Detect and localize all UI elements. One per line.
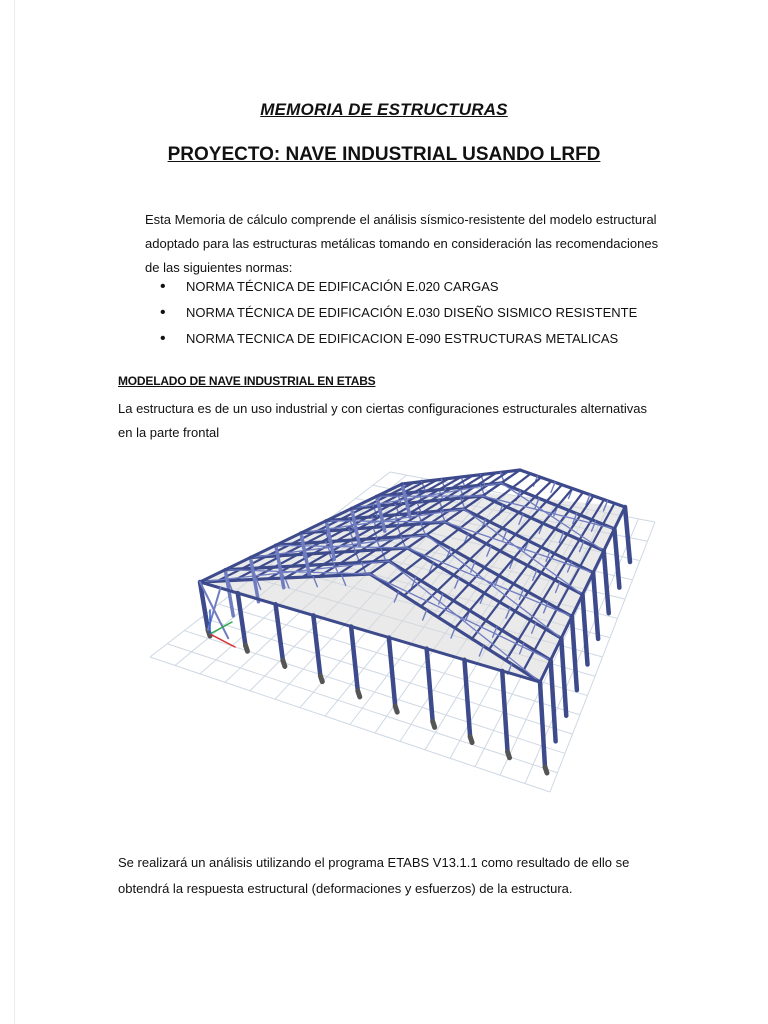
column-base	[358, 691, 360, 697]
column	[614, 529, 619, 588]
column	[276, 604, 283, 660]
column	[572, 616, 577, 690]
grid-line	[150, 657, 550, 792]
column	[502, 671, 507, 752]
column-base	[470, 737, 472, 743]
column	[464, 660, 470, 737]
column-base	[433, 721, 435, 727]
norm-item: • NORMA TECNICA DE EDIFICACION E-090 ESTRUCTURAS METALICAS	[158, 326, 678, 352]
intro-paragraph: Esta Memoria de cálculo comprende el análisis sísmico-resistente del modelo estructural adoptado para las estructuras metálicas tomando en consideración las recomendaciones de las siguientes normas:	[145, 212, 659, 275]
column-base	[283, 660, 285, 666]
closing-paragraph: Se realizará un análisis utilizando el programa ETABS V13.1.1 como resultado de ello se obtendrá la respuesta estructural (deformaciones y esfuerzos) de la estructura.	[118, 855, 630, 896]
norm-item: • NORMA TÉCNICA DE EDIFICACIÓN E.030 DISEÑO SISMICO RESISTENTE	[158, 300, 678, 326]
column	[540, 682, 545, 767]
column-base	[508, 752, 510, 758]
column	[583, 595, 588, 665]
column	[389, 638, 395, 707]
etabs-3d-model-image	[140, 462, 660, 797]
column	[593, 573, 598, 639]
column	[351, 626, 358, 690]
column-base	[395, 706, 397, 712]
norm-item: • NORMA TÉCNICA DE EDIFICACIÓN E.020 CARGAS	[158, 274, 678, 300]
document-title: MEMORIA DE ESTRUCTURAS	[260, 100, 508, 119]
section-paragraph: La estructura es de un uso industrial y con ciertas configuraciones estructurales alternativas en la parte frontal	[118, 401, 647, 440]
column	[625, 507, 630, 562]
section-heading: MODELADO DE NAVE INDUSTRIAL EN ETABS	[118, 374, 376, 388]
column	[551, 660, 556, 741]
column	[427, 649, 433, 722]
norms-list	[158, 274, 678, 352]
column-base	[320, 676, 322, 682]
column-base	[545, 767, 547, 773]
column	[604, 551, 609, 614]
column	[561, 638, 566, 716]
truss-web	[551, 482, 555, 492]
column-base	[245, 645, 247, 651]
project-title: PROYECTO: NAVE INDUSTRIAL USANDO LRFD	[167, 144, 601, 165]
